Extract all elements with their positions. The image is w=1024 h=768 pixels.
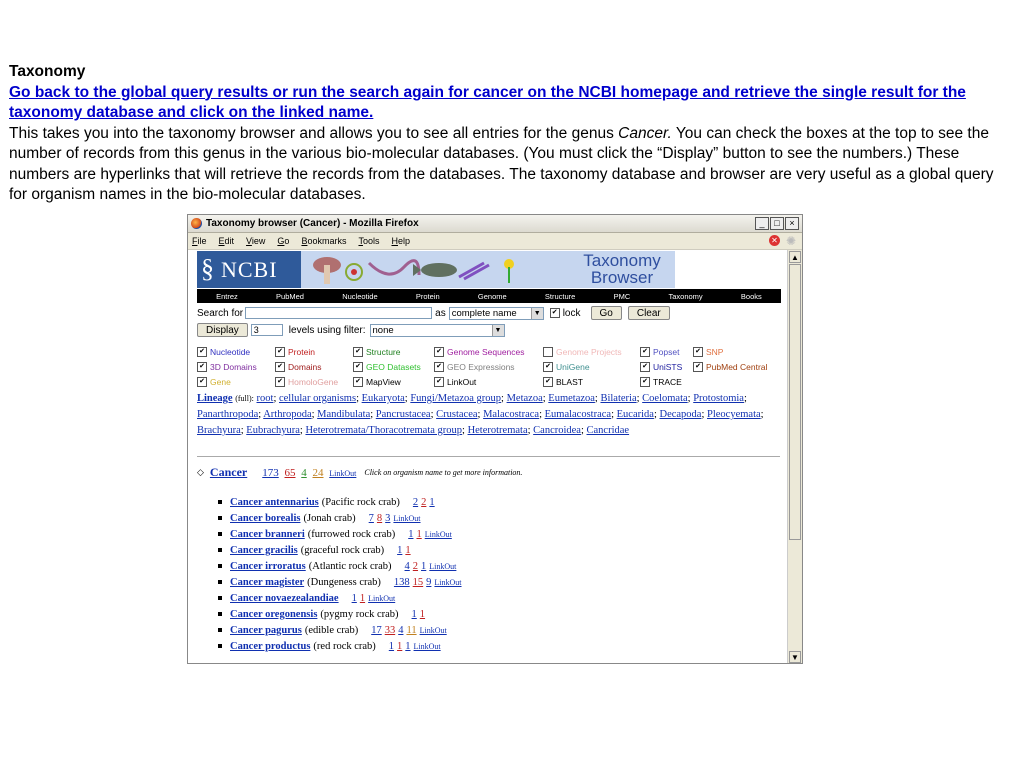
checkbox[interactable]: ✔ bbox=[434, 347, 444, 357]
lineage-item[interactable]: Heterotremata bbox=[467, 425, 528, 436]
banner-title-line1: Taxonomy bbox=[583, 251, 661, 270]
species-name-link[interactable]: Cancer branneri bbox=[230, 528, 305, 540]
checkbox[interactable]: ✔ bbox=[693, 347, 703, 357]
lineage-item[interactable]: Eucarida bbox=[616, 409, 654, 420]
as-label: as bbox=[435, 307, 446, 319]
scroll-thumb[interactable] bbox=[789, 264, 801, 540]
species-item bbox=[208, 494, 462, 510]
db-domains[interactable] bbox=[275, 362, 322, 372]
minimize-button[interactable]: _ bbox=[755, 217, 769, 230]
menu-bookmarks[interactable]: Bookmarks bbox=[301, 236, 347, 246]
db-mapview[interactable] bbox=[353, 377, 401, 387]
vertical-scrollbar[interactable] bbox=[787, 250, 802, 664]
species-item bbox=[208, 510, 462, 526]
nav-entrez[interactable]: Entrez bbox=[216, 291, 238, 301]
lineage-item[interactable]: Eumetazoa bbox=[548, 393, 595, 404]
species-count-link[interactable]: 1 bbox=[429, 496, 435, 508]
species-name-link[interactable]: Cancer productus bbox=[230, 640, 311, 652]
nav-structure[interactable]: Structure bbox=[544, 291, 576, 301]
db-pubmed-central[interactable] bbox=[693, 362, 767, 372]
nav-nucleotide[interactable]: Nucleotide bbox=[342, 291, 378, 301]
species-count-link[interactable]: 138 bbox=[393, 576, 410, 588]
species-counts bbox=[402, 561, 457, 572]
flower-icon bbox=[504, 259, 514, 283]
search-input[interactable] bbox=[245, 307, 432, 319]
db-row-3 bbox=[197, 377, 787, 392]
close-button[interactable]: × bbox=[785, 217, 799, 230]
checkbox[interactable]: ✔ bbox=[640, 377, 650, 387]
species-common-name: (edible crab) bbox=[304, 624, 359, 636]
lineage-item[interactable]: Heterotremata/Thoracotremata group bbox=[305, 425, 463, 436]
banner-art bbox=[309, 255, 559, 285]
instruction-link[interactable]: Go back to the global query results or run the search again for cancer on the NCBI homepage and retrieve the single result for the taxonomy database and click on the linked name. bbox=[9, 83, 966, 121]
filter-value: none bbox=[372, 324, 394, 336]
nav-taxonomy[interactable]: Taxonomy bbox=[668, 291, 703, 301]
bullet-icon bbox=[218, 612, 222, 616]
species-count-link[interactable]: 4 bbox=[404, 560, 410, 572]
checkbox[interactable]: ✔ bbox=[434, 377, 444, 387]
db-label: LinkOut bbox=[447, 377, 477, 387]
species-name-link[interactable]: Cancer pagurus bbox=[230, 624, 302, 636]
maximize-button[interactable]: □ bbox=[770, 217, 784, 230]
throbber-icon: ✺ bbox=[785, 234, 796, 248]
entrez-navbar bbox=[197, 289, 781, 303]
virus-icon bbox=[346, 264, 362, 280]
lineage-item[interactable]: Brachyura bbox=[197, 425, 241, 436]
db-label: Nucleotide bbox=[210, 347, 251, 357]
search-mode-select[interactable] bbox=[449, 307, 544, 320]
species-item bbox=[208, 606, 462, 622]
scroll-down-icon[interactable]: ▼ bbox=[789, 651, 801, 663]
menu-go[interactable]: Go bbox=[277, 236, 290, 246]
lineage-item[interactable]: Protostomia bbox=[693, 393, 744, 404]
species-common-name: (Atlantic rock crab) bbox=[308, 560, 392, 572]
checkbox[interactable]: ✔ bbox=[275, 377, 285, 387]
species-common-name: (Dungeness crab) bbox=[307, 576, 381, 588]
display-button[interactable]: Display bbox=[197, 323, 248, 337]
species-counts bbox=[349, 593, 396, 604]
species-count-link[interactable]: 1 bbox=[397, 544, 403, 556]
checkbox[interactable]: ✔ bbox=[353, 362, 363, 372]
db-label: Protein bbox=[288, 347, 315, 357]
species-counts bbox=[394, 545, 411, 556]
species-counts bbox=[391, 577, 462, 588]
species-count-link[interactable]: 1 bbox=[397, 640, 403, 652]
checkbox[interactable] bbox=[543, 347, 553, 357]
species-name-link[interactable]: Cancer oregonensis bbox=[230, 608, 318, 620]
species-count-link[interactable]: 15 bbox=[412, 576, 424, 588]
species-name-link[interactable]: Cancer irroratus bbox=[230, 560, 306, 572]
species-linkout-link[interactable]: LinkOut bbox=[419, 625, 447, 635]
species-counts bbox=[386, 641, 441, 652]
species-item bbox=[208, 526, 462, 542]
lock-checkbox[interactable]: ✔ bbox=[550, 308, 560, 318]
db-trace[interactable] bbox=[640, 377, 682, 387]
species-count-link[interactable]: 1 bbox=[411, 608, 417, 620]
lineage-item[interactable]: Mandibulata bbox=[317, 409, 371, 420]
lineage-item[interactable]: Coelomata bbox=[642, 393, 688, 404]
lineage-items: root; cellular organisms; Eukaryota; Fungi/Metazoa group; Metazoa; Eumetazoa; Bilateria; Coelomata; Protostomia; Panarthropoda; Arthropoda; Mandibulata; Pancrustacea; Crustacea; Malacostraca; Eumalacostraca; Eucarida; Decapoda; Pleocyemata; Brachyura; Eubrachyura; Heterotremata/Thoracotremata group; Heterotremata; Cancroidea; Cancridae bbox=[197, 393, 764, 436]
lineage-item[interactable]: Panarthropoda bbox=[197, 409, 259, 420]
bullet-icon bbox=[218, 516, 222, 520]
species-count-link[interactable]: 1 bbox=[388, 640, 395, 652]
db-gene[interactable] bbox=[197, 377, 231, 387]
slide-title: Taxonomy bbox=[9, 63, 86, 80]
db-snp[interactable] bbox=[693, 347, 723, 357]
db-popset[interactable] bbox=[640, 347, 679, 357]
stop-icon[interactable]: ✕ bbox=[769, 235, 780, 246]
checkbox[interactable]: ✔ bbox=[353, 377, 363, 387]
species-count-link[interactable]: 1 bbox=[421, 560, 427, 572]
checkbox[interactable]: ✔ bbox=[353, 347, 363, 357]
db-label: GEO Expressions bbox=[447, 362, 515, 372]
db-label: GEO Datasets bbox=[366, 362, 421, 372]
db-label: PubMed Central bbox=[706, 362, 768, 372]
checkbox[interactable]: ✔ bbox=[640, 362, 650, 372]
lineage-item[interactable]: Pancrustacea bbox=[375, 409, 431, 420]
slide-body bbox=[9, 124, 1009, 206]
db-label: Gene bbox=[210, 377, 231, 387]
chevron-down-icon: ▼ bbox=[531, 308, 543, 319]
db-3d-domains[interactable] bbox=[197, 362, 257, 372]
db-label: Genome Sequences bbox=[447, 347, 525, 357]
checkbox[interactable]: ✔ bbox=[640, 347, 650, 357]
genus-counts bbox=[259, 467, 356, 479]
menu-bar bbox=[188, 233, 802, 250]
species-count-link[interactable]: 1 bbox=[416, 528, 422, 540]
menu-tools[interactable]: Tools bbox=[358, 236, 380, 246]
db-label: TRACE bbox=[653, 377, 682, 387]
species-counts bbox=[409, 609, 426, 620]
page-content bbox=[188, 250, 788, 664]
lineage-item[interactable]: Pleocyemata bbox=[707, 409, 761, 420]
count-structure[interactable]: 4 bbox=[301, 466, 307, 479]
db-label: Popset bbox=[653, 347, 680, 357]
bullet-icon bbox=[218, 532, 222, 536]
diamond-icon: ◇ bbox=[197, 467, 204, 477]
lineage-item[interactable]: Arthropoda bbox=[263, 409, 312, 420]
search-label: Search for bbox=[197, 307, 244, 319]
db-genome-sequences[interactable] bbox=[434, 347, 525, 357]
genus-name[interactable]: Cancer bbox=[209, 465, 248, 479]
species-count-link[interactable]: 1 bbox=[419, 608, 426, 620]
ncbi-logo[interactable] bbox=[201, 254, 278, 284]
species-count-link[interactable]: 2 bbox=[421, 496, 427, 508]
db-label: 3D Domains bbox=[210, 362, 257, 372]
firefox-icon bbox=[191, 218, 202, 229]
chevron-down-icon: ▼ bbox=[492, 325, 504, 336]
lineage-item[interactable]: Cancridae bbox=[586, 425, 630, 436]
taxonomy-browser-title bbox=[572, 252, 672, 286]
species-linkout-link[interactable]: LinkOut bbox=[368, 593, 396, 603]
browser-screenshot bbox=[187, 214, 803, 664]
db-label: Genome Projects bbox=[556, 347, 622, 357]
window-title: Taxonomy browser (Cancer) - Mozilla Firefox bbox=[206, 218, 419, 229]
search-mode-value: complete name bbox=[451, 307, 517, 319]
database-checkboxes bbox=[197, 347, 787, 392]
checkbox[interactable]: ✔ bbox=[275, 362, 285, 372]
species-linkout-link[interactable]: LinkOut bbox=[429, 561, 457, 571]
checkbox[interactable]: ✔ bbox=[197, 347, 207, 357]
bullet-icon bbox=[218, 580, 222, 584]
menu-view[interactable]: View bbox=[246, 236, 266, 246]
db-protein[interactable] bbox=[275, 347, 315, 357]
lineage-item[interactable]: Crustacea bbox=[436, 409, 478, 420]
lineage-item[interactable]: Decapoda bbox=[659, 409, 702, 420]
body-genus: Cancer. bbox=[618, 124, 672, 142]
bullet-icon bbox=[218, 644, 222, 648]
checkbox[interactable]: ✔ bbox=[693, 362, 703, 372]
lock-label: lock bbox=[562, 307, 581, 319]
species-linkout-link[interactable]: LinkOut bbox=[393, 513, 421, 523]
slide-text bbox=[9, 62, 1009, 206]
species-count-link[interactable]: 4 bbox=[398, 624, 404, 636]
display-row bbox=[197, 323, 505, 337]
db-unigene[interactable] bbox=[543, 362, 590, 372]
species-counts bbox=[366, 513, 421, 524]
species-count-link[interactable]: 11 bbox=[406, 624, 417, 636]
nav-books[interactable]: Books bbox=[740, 291, 762, 301]
lineage-item[interactable]: cellular organisms bbox=[278, 393, 357, 404]
species-item bbox=[208, 622, 462, 638]
species-name-link[interactable]: Cancer magister bbox=[230, 576, 305, 588]
db-structure[interactable] bbox=[353, 347, 401, 357]
db-label: UniSTS bbox=[653, 362, 683, 372]
lineage-label[interactable]: Lineage bbox=[197, 393, 233, 404]
db-blast[interactable] bbox=[543, 377, 583, 387]
count-popset[interactable]: 24 bbox=[312, 466, 324, 479]
checkbox[interactable]: ✔ bbox=[543, 377, 553, 387]
scroll-up-icon[interactable]: ▲ bbox=[789, 251, 801, 263]
db-label: MapView bbox=[366, 377, 401, 387]
genus-header bbox=[197, 465, 522, 480]
species-count-link[interactable]: 8 bbox=[376, 512, 383, 524]
lineage-item[interactable]: Bilateria bbox=[600, 393, 637, 404]
banner-title-line2: Browser bbox=[590, 268, 654, 287]
go-button[interactable]: Go bbox=[591, 306, 622, 320]
db-geo-datasets[interactable] bbox=[353, 362, 421, 372]
lineage-item[interactable]: Metazoa bbox=[506, 393, 543, 404]
species-item bbox=[208, 542, 462, 558]
bullet-icon bbox=[218, 596, 222, 600]
lineage bbox=[197, 391, 772, 439]
db-label: SNP bbox=[706, 347, 724, 357]
db-label: HomoloGene bbox=[288, 377, 339, 387]
db-nucleotide[interactable] bbox=[197, 347, 250, 357]
species-count-link[interactable]: 2 bbox=[412, 496, 419, 508]
species-name-link[interactable]: Cancer gracilis bbox=[230, 544, 298, 556]
db-label: UniGene bbox=[556, 362, 590, 372]
lineage-item[interactable]: root bbox=[256, 393, 274, 404]
species-counts bbox=[405, 529, 452, 540]
species-common-name: (Jonah crab) bbox=[303, 512, 356, 524]
checkbox[interactable]: ✔ bbox=[197, 377, 207, 387]
lineage-item[interactable]: Cancroidea bbox=[533, 425, 581, 436]
window-titlebar bbox=[188, 215, 802, 233]
species-linkout-link[interactable]: LinkOut bbox=[413, 641, 441, 651]
db-row-2 bbox=[197, 362, 787, 377]
lineage-full: (full): bbox=[235, 394, 254, 403]
bullet-icon bbox=[218, 500, 222, 504]
db-linkout[interactable] bbox=[434, 377, 476, 387]
mushroom-icon bbox=[313, 257, 341, 284]
species-item bbox=[208, 638, 462, 654]
db-row-1 bbox=[197, 347, 787, 362]
lineage-item[interactable]: Eukaryota bbox=[361, 393, 405, 404]
species-list bbox=[208, 494, 462, 654]
bullet-icon bbox=[218, 628, 222, 632]
filter-select[interactable] bbox=[370, 324, 505, 337]
levels-input[interactable] bbox=[251, 324, 283, 336]
species-name-link[interactable]: Cancer antennarius bbox=[230, 496, 319, 508]
lineage-item[interactable]: Eubrachyura bbox=[246, 425, 300, 436]
species-common-name: (pygmy rock crab) bbox=[320, 608, 399, 620]
species-common-name: (red rock crab) bbox=[313, 640, 376, 652]
db-unists[interactable] bbox=[640, 362, 682, 372]
species-count-link[interactable]: 33 bbox=[384, 624, 396, 636]
bullet-icon bbox=[218, 564, 222, 568]
db-homologene[interactable] bbox=[275, 377, 338, 387]
species-count-link[interactable]: 17 bbox=[371, 624, 382, 636]
db-label: Structure bbox=[366, 347, 401, 357]
species-name-link[interactable]: Cancer borealis bbox=[230, 512, 301, 524]
species-linkout-link[interactable]: LinkOut bbox=[434, 577, 462, 587]
species-count-link[interactable]: 1 bbox=[351, 592, 357, 604]
db-geo-expressions[interactable] bbox=[434, 362, 515, 372]
species-name-link[interactable]: Cancer novaezealandiae bbox=[230, 592, 339, 604]
lineage-item[interactable]: Fungi/Metazoa group bbox=[410, 393, 502, 404]
lineage-item[interactable]: Malacostraca bbox=[483, 409, 540, 420]
dna-chain-icon bbox=[459, 263, 489, 279]
species-item bbox=[208, 558, 462, 574]
count-nucleotide[interactable]: 173 bbox=[262, 466, 279, 479]
nav-genome[interactable]: Genome bbox=[477, 291, 507, 301]
ncbi-logo-text: NCBI bbox=[221, 257, 278, 282]
checkbox[interactable]: ✔ bbox=[197, 362, 207, 372]
db-label: BLAST bbox=[556, 377, 583, 387]
genus-hint: Click on organism name to get more information. bbox=[364, 468, 523, 477]
species-count-link[interactable]: 3 bbox=[385, 512, 391, 524]
species-count-link[interactable]: 1 bbox=[359, 592, 366, 604]
checkbox[interactable]: ✔ bbox=[543, 362, 553, 372]
search-row bbox=[197, 306, 670, 320]
checkbox[interactable]: ✔ bbox=[275, 347, 285, 357]
nav-pmc[interactable]: PMC bbox=[613, 291, 631, 301]
species-common-name: (Pacific rock crab) bbox=[321, 496, 400, 508]
species-item bbox=[208, 590, 462, 606]
species-common-name: (furrowed rock crab) bbox=[307, 528, 396, 540]
species-count-link[interactable]: 9 bbox=[426, 576, 432, 588]
species-common-name: (graceful rock crab) bbox=[300, 544, 385, 556]
menu-edit[interactable]: Edit bbox=[218, 236, 235, 246]
checkbox[interactable]: ✔ bbox=[434, 362, 444, 372]
species-item bbox=[208, 574, 462, 590]
dna-icon: § bbox=[201, 254, 215, 283]
species-count-link[interactable]: 1 bbox=[405, 544, 411, 556]
ncbi-banner bbox=[197, 251, 675, 288]
species-counts bbox=[410, 497, 435, 508]
menu-file[interactable]: File bbox=[192, 236, 207, 246]
species-counts bbox=[368, 625, 446, 636]
species-count-link[interactable]: 7 bbox=[368, 512, 374, 524]
divider bbox=[197, 456, 780, 457]
nav-pubmed[interactable]: PubMed bbox=[276, 291, 304, 301]
species-count-link[interactable]: 1 bbox=[405, 640, 411, 652]
bullet-icon bbox=[218, 548, 222, 552]
species-linkout-link[interactable]: LinkOut bbox=[424, 529, 452, 539]
linkout-link[interactable]: LinkOut bbox=[329, 468, 357, 478]
db-genome-projects[interactable] bbox=[543, 347, 622, 357]
levels-label: levels using filter: bbox=[288, 324, 366, 336]
db-label: Domains bbox=[288, 362, 322, 372]
menu-help[interactable]: Help bbox=[391, 236, 410, 246]
count-protein[interactable]: 65 bbox=[284, 466, 296, 479]
clear-button[interactable]: Clear bbox=[628, 306, 670, 320]
nav-protein[interactable]: Protein bbox=[415, 291, 440, 301]
window-controls bbox=[755, 217, 799, 230]
worm-icon bbox=[369, 261, 419, 275]
body-text-2: You can check the boxes at the top to see the number of records from this genus in the various bio-molecular databases. (You must click the “Display” button to see the numbers.) These numbers are hyperlinks that will retrieve the records from the databases. The taxonomy database and browser are very useful as a global query for organism names in the bio-molecular databases. bbox=[9, 124, 994, 203]
species-count-link[interactable]: 2 bbox=[412, 560, 419, 572]
species-count-link[interactable]: 1 bbox=[408, 528, 414, 540]
body-text-1: This takes you into the taxonomy browser and allows you to see all entries for the genus bbox=[9, 124, 619, 142]
lineage-item[interactable]: Eumalacostraca bbox=[544, 409, 612, 420]
